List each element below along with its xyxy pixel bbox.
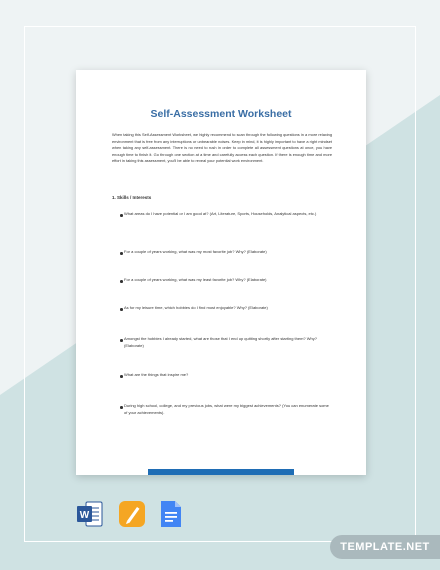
question-item: As for my leisure time, which hobbies do I find most enjoyable? Why? (Elaborate) [124,305,268,310]
bullet-icon [120,406,123,409]
bullet-icon [120,214,123,217]
word-icon[interactable] [77,500,103,533]
google-docs-icon[interactable] [160,500,182,533]
bullet-icon [120,375,123,378]
document-footer-bar [148,469,294,475]
question-item: What are the things that inspire me? [124,372,189,377]
bullet-icon [120,308,123,311]
intro-paragraph: When taking this Self-Assessment Worksheet, we highly recommend to scan through the following questions in a more relaxing environment that is free from any interruptions or unbearable noises. Keep in mind, it is highly important to have a right mindset when taking any self-assessment. There is no need to rush in order to complete all assessment questions at once, you have enough time to finish it. Go through one section at a time and carefully access each question. If there is enough time and more effort in taking this assessment, you'll be able to reveal your potential work environment. [112,132,332,164]
question-item: What areas do I have potential or I am good at? (Art, Literature, Sports, Households, Analytical aspects, etc.) [124,211,317,216]
word-letter: W [79,510,90,521]
bullet-icon [120,339,123,342]
question-item: For a couple of years working, what was my most favorite job? Why? (Elaborate) [124,249,267,254]
section-heading: 1. Skills / Interests [112,195,152,200]
document-page [76,70,366,475]
document-title: Self-Assessment Worksheet [150,108,292,120]
template-badge[interactable]: TEMPLATE.NET [330,535,440,559]
question-item: For a couple of years working, what was my least favorite job? Why? (Elaborate) [124,277,267,282]
bullet-icon [120,252,123,255]
pages-icon[interactable] [118,500,146,533]
question-item: Amongst the hobbies I already started, what are those that I end up quitting shortly after starting them? Why? (Elaborate) [124,336,317,348]
question-item: During high school, college, and my previous jobs, what were my biggest achievements? (You can enumerate some of your achievements). [124,403,329,415]
bullet-icon [120,280,123,283]
